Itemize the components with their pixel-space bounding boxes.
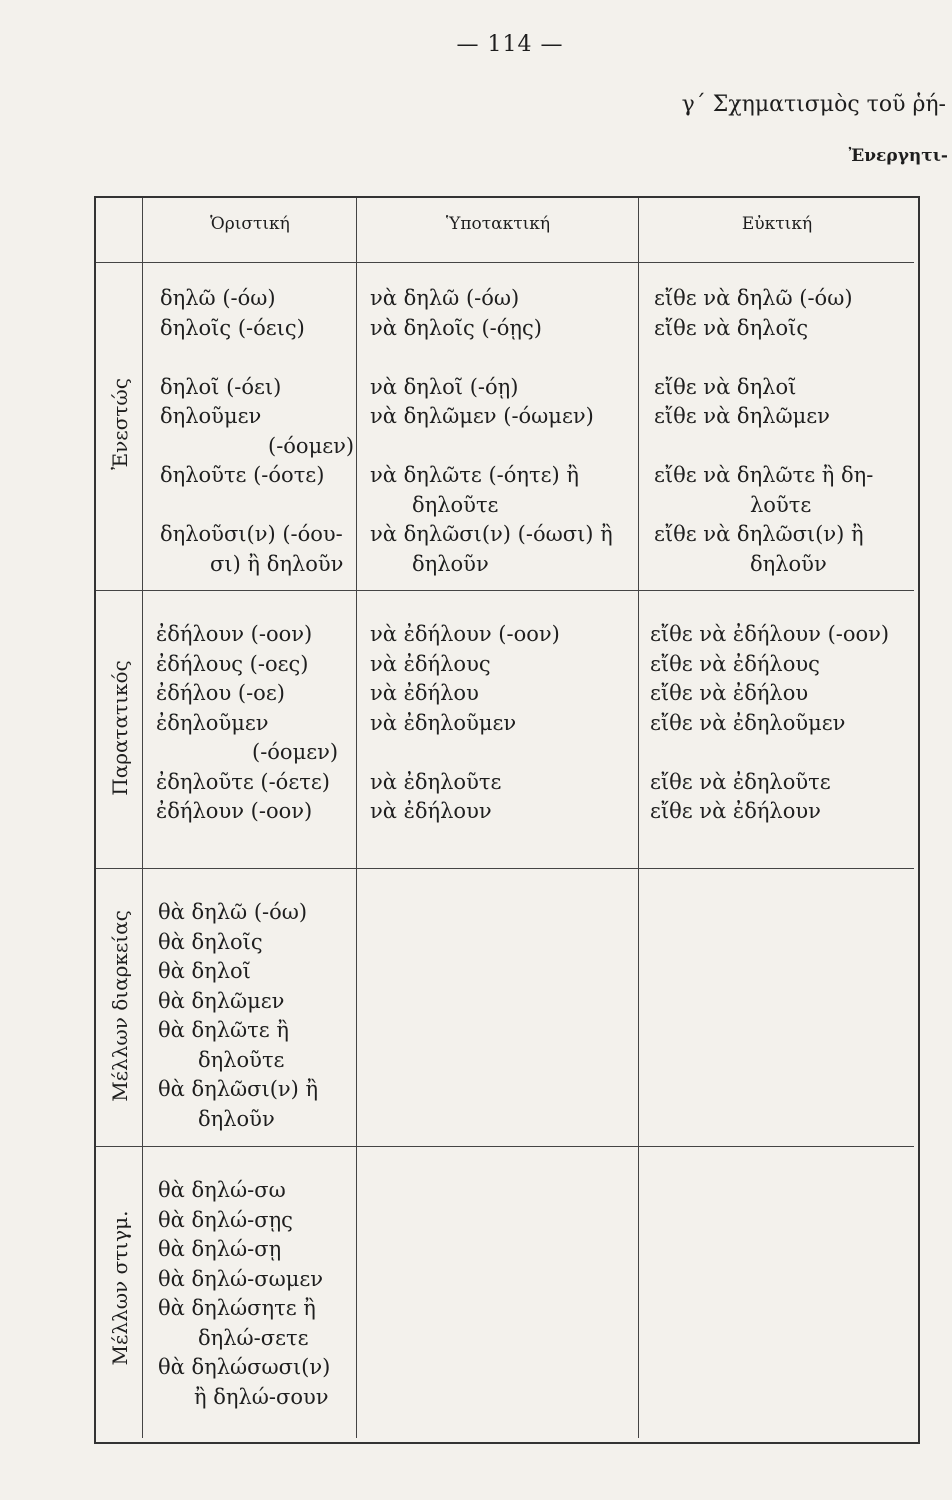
imperfect-optative-line: εἴθε νὰ ἐδήλου bbox=[650, 681, 809, 705]
future-continuous-line: θὰ δηλοῖ bbox=[158, 959, 251, 983]
present-subjunctive-cell bbox=[370, 284, 613, 579]
future-continuous-line: δηλοῦτε bbox=[198, 1047, 285, 1072]
imperfect-indicative-line: ἐδήλου (-οε) bbox=[156, 681, 285, 705]
present-subjunctive-line: νὰ δηλῶσι(ν) (-όωσι) ἢ bbox=[370, 522, 613, 546]
imperfect-indicative-line: ἐδήλουν (-οον) bbox=[156, 799, 313, 823]
row-label-future-simple: Μέλλων στιγμ. bbox=[108, 1210, 132, 1366]
row-rule-future-continuous bbox=[96, 1146, 914, 1147]
future-simple-line: θὰ δηλώ-σῃ bbox=[158, 1237, 282, 1261]
column-header-indicative: Ὁριστική bbox=[210, 214, 290, 234]
present-optative-line: εἴθε νὰ δηλῶ (-όω) bbox=[654, 286, 853, 310]
future-continuous-line: θὰ δηλῶσι(ν) ἢ bbox=[158, 1077, 319, 1101]
present-indicative-line: δηλοῖς (-όεις) bbox=[160, 315, 305, 340]
imperfect-subjunctive-cell bbox=[370, 620, 560, 827]
future-simple-line: θὰ δηλώ-σωμεν bbox=[158, 1266, 324, 1291]
imperfect-optative-line: εἴθε νὰ ἐδήλους bbox=[650, 651, 820, 676]
present-subjunctive-line: νὰ δηλῶμεν (-όωμεν) bbox=[370, 404, 594, 428]
present-indicative-line: δηλοῖ (-όει) bbox=[160, 374, 282, 399]
imperfect-indicative-line: ἐδηλοῦμεν bbox=[156, 710, 269, 735]
present-indicative-line: (-όομεν) bbox=[268, 433, 355, 458]
present-indicative-cell bbox=[160, 284, 354, 579]
present-optative-line: εἴθε νὰ δηλοῖ bbox=[654, 374, 797, 399]
future-simple-line: θὰ δηλώσητε ἢ bbox=[158, 1296, 316, 1320]
future-simple-line: θὰ δηλώ-σῃς bbox=[158, 1207, 293, 1232]
row-label-imperfect: Παρατατικός bbox=[108, 660, 132, 796]
present-subjunctive-line: νὰ δηλῶτε (-όητε) ἢ bbox=[370, 463, 579, 487]
present-subjunctive-line: νὰ δηλῶ (-όω) bbox=[370, 286, 520, 310]
present-optative-line: εἴθε νὰ δηλῶμεν bbox=[654, 404, 830, 428]
future-simple-line: θὰ δηλώσωσι(ν) bbox=[158, 1355, 331, 1379]
present-indicative-line: δηλοῦμεν bbox=[160, 404, 262, 428]
future-continuous-line: θὰ δηλοῖς bbox=[158, 929, 263, 954]
present-subjunctive-line: δηλοῦτε bbox=[412, 492, 499, 517]
future-continuous-indicative-cell bbox=[158, 898, 318, 1134]
present-optative-line: δηλοῦν bbox=[750, 551, 827, 576]
present-optative-line: εἴθε νὰ δηλῶτε ἢ δη- bbox=[654, 463, 874, 487]
future-continuous-line: δηλοῦν bbox=[198, 1106, 275, 1131]
future-continuous-line: θὰ δηλῶμεν bbox=[158, 988, 285, 1013]
imperfect-subjunctive-line: νὰ ἐδήλουν (-οον) bbox=[370, 622, 560, 646]
imperfect-indicative-line: ἐδήλους (-οες) bbox=[156, 651, 309, 676]
column-header-optative: Εὐκτική bbox=[741, 214, 813, 234]
col-rule-indicative bbox=[356, 198, 357, 1438]
row-rule-present bbox=[96, 590, 914, 591]
future-simple-indicative-cell bbox=[158, 1176, 330, 1412]
imperfect-subjunctive-line: νὰ ἐδηλοῦμεν bbox=[370, 710, 517, 735]
row-label-future-continuous: Μέλλων διαρκείας bbox=[108, 910, 132, 1102]
imperfect-subjunctive-line: νὰ ἐδηλοῦτε bbox=[370, 769, 502, 794]
present-optative-line: εἴθε νὰ δηλοῖς bbox=[654, 315, 809, 340]
row-label-present: Ἐνεστώς bbox=[108, 378, 132, 470]
imperfect-indicative-line: (-όομεν) bbox=[252, 740, 339, 764]
imperfect-indicative-cell bbox=[156, 620, 338, 827]
future-continuous-line: θὰ δηλῶτε ἢ bbox=[158, 1018, 289, 1042]
column-header-subjunctive: Ὑποτακτική bbox=[445, 214, 551, 234]
col-rule-subjunctive bbox=[638, 198, 639, 1438]
header-rule bbox=[96, 262, 914, 263]
present-optative-cell bbox=[654, 284, 873, 579]
present-optative-line: εἴθε νὰ δηλῶσι(ν) ἢ bbox=[654, 522, 864, 546]
future-continuous-line: θὰ δηλῶ (-όω) bbox=[158, 900, 308, 924]
col-rule-label bbox=[142, 198, 143, 1438]
row-rule-imperfect bbox=[96, 868, 914, 869]
section-subheading: Ἐνεργητι- bbox=[848, 146, 948, 166]
present-indicative-line: δηλῶ (-όω) bbox=[160, 286, 276, 310]
imperfect-optative-line: εἴθε νὰ ἐδήλουν (-οον) bbox=[650, 622, 890, 646]
imperfect-indicative-line: ἐδηλοῦτε (-όετε) bbox=[156, 769, 330, 794]
present-subjunctive-line: δηλοῦν bbox=[412, 551, 489, 576]
imperfect-optative-cell bbox=[650, 620, 889, 827]
present-indicative-line: δηλοῦσι(ν) (-όου- bbox=[160, 522, 343, 546]
imperfect-optative-line: εἴθε νὰ ἐδηλοῦτε bbox=[650, 769, 831, 794]
imperfect-subjunctive-line: νὰ ἐδήλους bbox=[370, 651, 491, 676]
future-simple-line: δηλώ-σετε bbox=[198, 1325, 309, 1350]
page-number: — 114 — bbox=[456, 32, 564, 57]
imperfect-subjunctive-line: νὰ ἐδήλουν bbox=[370, 799, 492, 823]
imperfect-optative-line: εἴθε νὰ ἐδηλοῦμεν bbox=[650, 710, 846, 735]
imperfect-optative-line: εἴθε νὰ ἐδήλουν bbox=[650, 799, 821, 823]
future-simple-line: θὰ δηλώ-σω bbox=[158, 1178, 286, 1202]
future-simple-line: ἢ δηλώ-σουν bbox=[194, 1384, 329, 1409]
present-indicative-line: δηλοῦτε (-όοτε) bbox=[160, 463, 325, 487]
present-optative-line: λοῦτε bbox=[750, 492, 812, 517]
imperfect-subjunctive-line: νὰ ἐδήλου bbox=[370, 681, 479, 705]
present-subjunctive-line: νὰ δηλοῖς (-όῃς) bbox=[370, 315, 542, 340]
present-indicative-line: σι) ἢ δηλοῦν bbox=[210, 551, 344, 576]
imperfect-indicative-line: ἐδήλουν (-οον) bbox=[156, 622, 313, 646]
section-heading: γ΄ Σχηματισμὸς τοῦ ῥή- bbox=[681, 92, 946, 117]
present-subjunctive-line: νὰ δηλοῖ (-όῃ) bbox=[370, 374, 519, 399]
